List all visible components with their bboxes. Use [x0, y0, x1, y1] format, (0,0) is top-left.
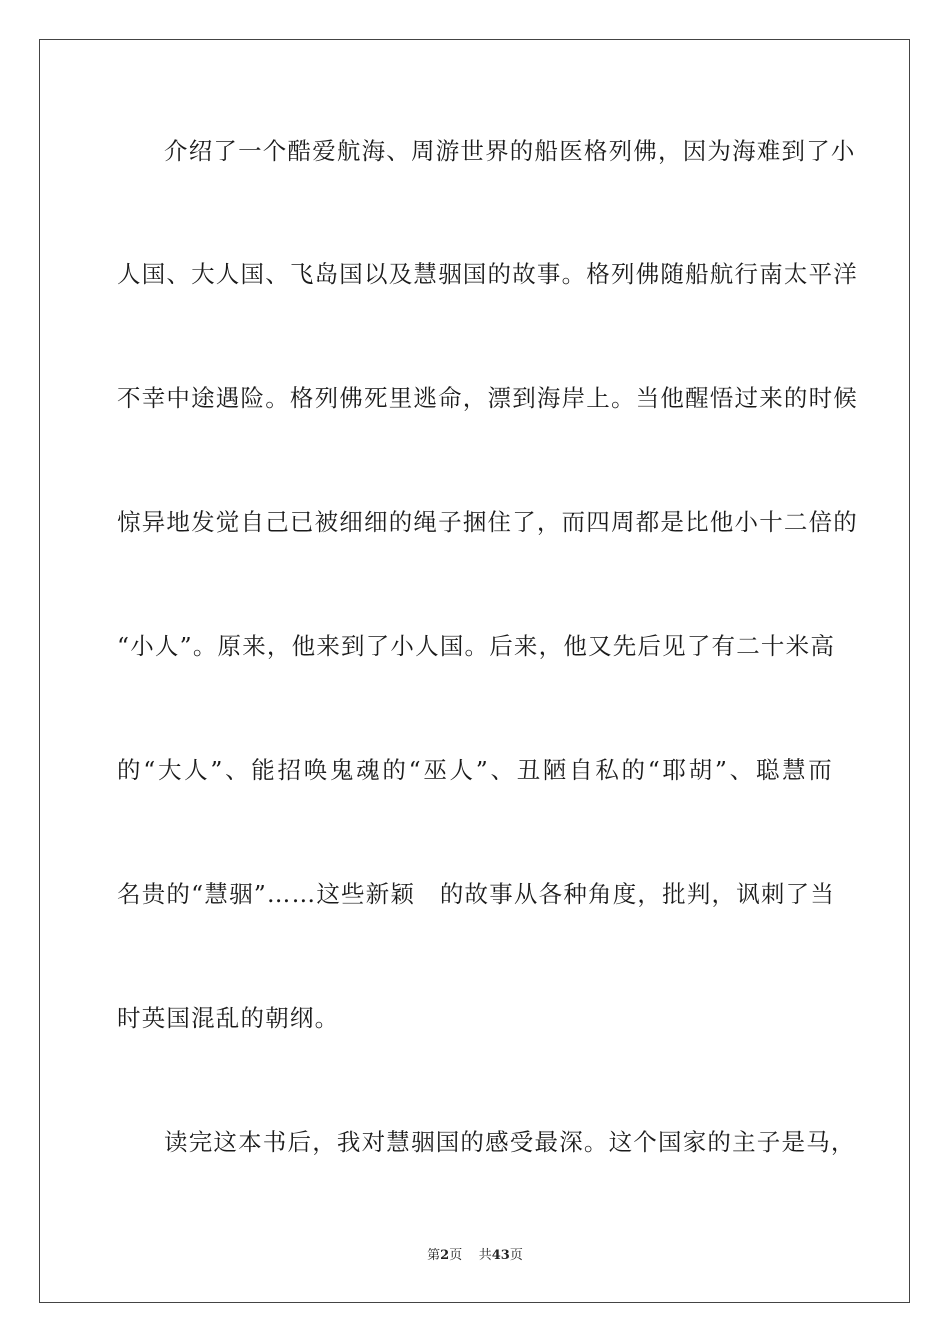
total-suffix: 页	[509, 1248, 523, 1263]
text-line: 名贵的“慧骃”……这些新颖 的故事从各种角度，批判，讽刺了当	[117, 880, 836, 908]
page-border	[39, 39, 910, 1303]
text-line: 的“大人”、能招唤鬼魂的“巫人”、丑陋自私的“耶胡”、聪慧而	[117, 756, 833, 784]
page-suffix: 页	[449, 1248, 463, 1263]
text-line: “小人”。原来，他来到了小人国。后来，他又先后见了有二十米高	[117, 632, 836, 660]
text-line: 时英国混乱的朝纲。	[117, 1004, 340, 1032]
text-line: 介绍了一个酷爱航海、周游世界的船医格列佛，因为海难到了小	[164, 137, 856, 165]
text-line: 人国、大人国、飞岛国以及慧骃国的故事。格列佛随船航行南太平洋	[117, 260, 858, 288]
page-footer	[0, 1247, 950, 1265]
total-pages: 43	[491, 1248, 510, 1263]
page-prefix: 第	[427, 1248, 441, 1263]
text-line: 惊异地发觉自己已被细细的绳子捆住了，而四周都是比他小十二倍的	[117, 508, 858, 536]
total-prefix: 共	[478, 1248, 492, 1263]
text-line: 不幸中途遇险。格列佛死里逃命，漂到海岸上。当他醒悟过来的时候	[117, 384, 858, 412]
page-number: 2	[440, 1248, 450, 1263]
text-line: 读完这本书后，我对慧骃国的感受最深。这个国家的主子是马，	[164, 1128, 856, 1156]
